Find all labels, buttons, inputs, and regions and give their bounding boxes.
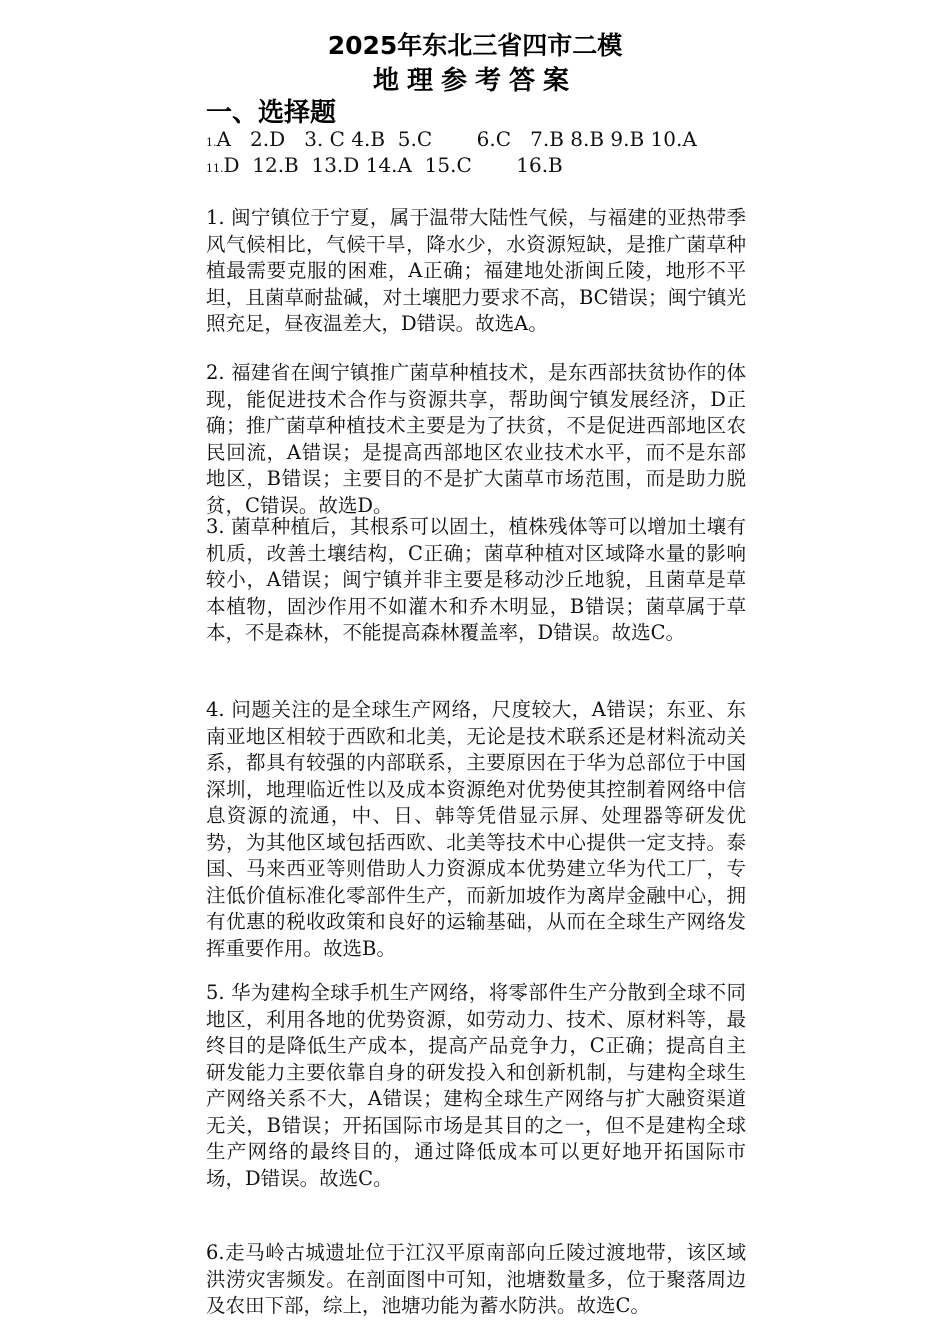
explanation-5: 5. 华为建构全球手机生产网络，将零部件生产分散到全球不同地区，利用各地的优势资源，如劳动力、技术、原材料等，最终目的是降低生产成本，提高产品竞争力，C正确；提高自主研发能力主要依靠自身的研发投入和创新机制，与建构全球生产网络关系不大，A错误；建构全球生产网络与扩大融资渠道无关，B错误；开拓国际市场是其目的之一，但不是建构全球生产网络的最终目的，通过降低成本可以更好地开拓国际市场，D错误。故选C。 bbox=[206, 981, 746, 1190]
answers-row-2 bbox=[206, 153, 563, 177]
answers-row-1-first-number: 1. bbox=[206, 136, 217, 149]
answers-row-2-values: D 12.B 13.D 14.A 15.C 16.B bbox=[223, 153, 563, 177]
explanation-6: 6.走马岭古城遗址位于江汉平原南部向丘陵过渡地带，该区域洪涝灾害频发。在剖面图中可知，池塘数量多，位于聚落周边及农田下部，综上，池塘功能为蓄水防洪。故选C。 bbox=[206, 1241, 746, 1317]
explanation-3: 3. 菌草种植后，其根系可以固土，植株残体等可以增加土壤有机质，改善土壤结构，C正确；菌草种植对区域降水量的影响较小，A错误；闽宁镇并非主要是移动沙丘地貌，且菌草是草本植物，固沙作用不如灌木和乔木明显，B错误；菌草属于草本，不是森林，不能提高森林覆盖率，D错误。故选C。 bbox=[206, 515, 746, 644]
document-title: 2025年东北三省四市二模 bbox=[327, 31, 623, 60]
explanation-2: 2. 福建省在闽宁镇推广菌草种植技术，是东西部扶贫协作的体现，能促进技术合作与资源共享，帮助闽宁镇发展经济，D正确；推广菌草种植技术主要是为了扶贫，不是促进西部地区农民回流，A错误；是提高西部地区农业技术水平，而不是东部地区，B错误；主要目的不是扩大菌草市场范围，而是助力脱贫，C错误。故选D。 bbox=[206, 361, 746, 517]
answers-row-1-values: A 2.D 3. C 4.B 5.C 6.C 7.B 8.B 9.B 10.A bbox=[216, 127, 697, 151]
document-subtitle: 地理参考答案 bbox=[372, 66, 577, 96]
explanation-1: 1. 闽宁镇位于宁夏，属于温带大陆性气候，与福建的亚热带季风气候相比，气候干旱，降水少，水资源短缺，是推广菌草种植最需要克服的困难，A正确；福建地处浙闽丘陵，地形不平坦，且菌草耐盐碱，对土壤肥力要求不高，BC错误；闽宁镇光照充足，昼夜温差大，D错误。故选A。 bbox=[206, 206, 746, 335]
answers-row-1 bbox=[206, 127, 697, 151]
answers-row-2-first-number: 11. bbox=[206, 162, 224, 175]
section-heading: 一、选择题 bbox=[206, 98, 337, 128]
explanation-4: 4. 问题关注的是全球生产网络，尺度较大，A错误；东亚、东南亚地区相较于西欧和北美，无论是技术联系还是材料流动关系，都具有较强的内部联系，主要原因在于华为总部位于中国深圳，地理临近性以及成本资源绝对优势使其控制着网络中信息资源的流通，中、日、韩等凭借显示屏、处理器等研发优势，为其他区域包括西欧、北美等技术中心提供一定支持。泰国、马来西亚等则借助人力资源成本优势建立华为代工厂，专注低价值标准化零部件生产，而新加坡作为离岸金融中心，拥有优惠的税收政策和良好的运输基础，从而在全球生产网络发挥重要作用。故选B。 bbox=[206, 698, 746, 960]
